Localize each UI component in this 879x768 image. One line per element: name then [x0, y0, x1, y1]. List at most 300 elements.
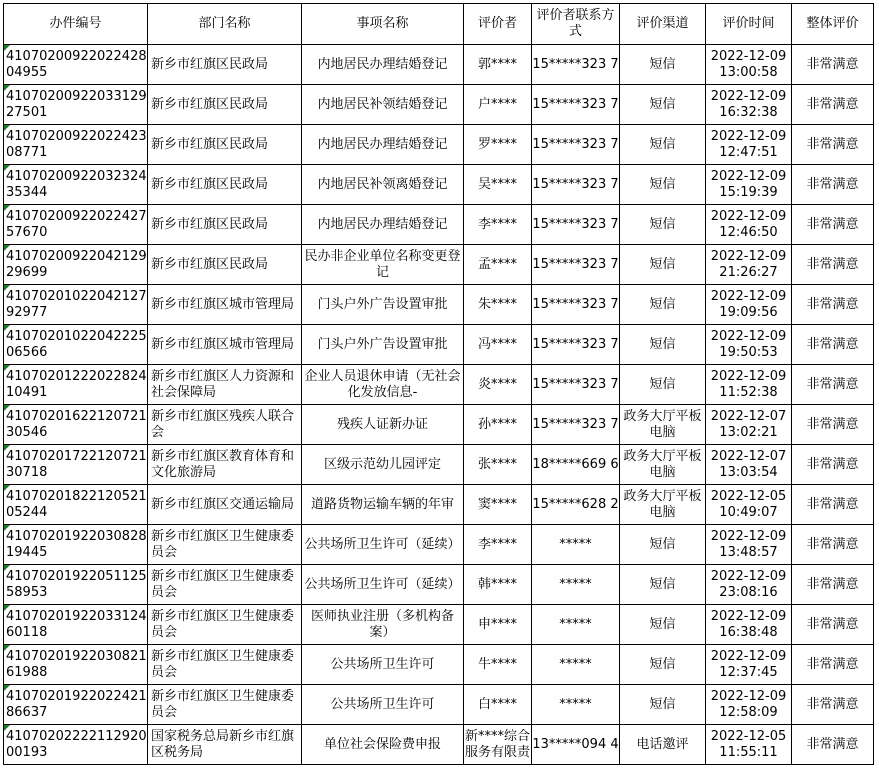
- cell-contact: [532, 725, 620, 765]
- cell-item: [302, 485, 464, 525]
- cell-dept: [148, 725, 302, 765]
- cell-rating-text: 非常满意: [806, 496, 859, 512]
- cell-contact: [532, 285, 620, 325]
- table-row: [4, 205, 874, 245]
- cell-item: [302, 605, 464, 645]
- cell-item-text: 医师执业注册（多机构备案）: [310, 608, 454, 640]
- cell-time: [706, 205, 792, 245]
- cell-dept-text: 新乡市红旗区民政局: [151, 176, 269, 192]
- cell-item-text: 企业人员退休申请（无社会化发放信息-: [304, 368, 461, 400]
- cell-id-text: 41070200922033129 27501: [6, 88, 147, 120]
- cell-contact: [532, 525, 620, 565]
- cell-person: [464, 685, 532, 725]
- cell-person-text: 孙****: [477, 416, 517, 432]
- cell-id-text: 41070201922051125 58953: [6, 568, 147, 600]
- cell-dept: [148, 605, 302, 645]
- cell-person-text: 郭****: [477, 56, 517, 72]
- cell-id: [4, 565, 148, 605]
- cell-contact-text: 15*****323 7: [532, 216, 619, 232]
- cell-person-text: 吴****: [477, 176, 517, 192]
- cell-item-text: 内地居民办理结婚登记: [317, 136, 448, 152]
- cell-time: [706, 725, 792, 765]
- cell-dept-text: 新乡市红旗区城市管理局: [151, 336, 295, 352]
- table-row: [4, 565, 874, 605]
- cell-rating: [792, 85, 874, 125]
- cell-dept-text: 新乡市红旗区交通运输局: [151, 496, 295, 512]
- cell-time: [706, 525, 792, 565]
- cell-person-text: 孟****: [477, 256, 517, 272]
- cell-contact-text: *****: [559, 656, 592, 672]
- cell-channel: [620, 125, 706, 165]
- table-row: [4, 445, 874, 485]
- cell-channel-text: 短信: [649, 296, 676, 312]
- cell-item: [302, 365, 464, 405]
- cell-contact-text: 15*****323 7: [532, 136, 619, 152]
- cell-id: [4, 205, 148, 245]
- cell-item: [302, 525, 464, 565]
- table-row: [4, 685, 874, 725]
- cell-contact: [532, 445, 620, 485]
- cell-time-text: 2022-12-09 19:50:53: [710, 328, 787, 360]
- cell-dept-text: 新乡市红旗区残疾人联合会: [151, 408, 295, 440]
- cell-item: [302, 165, 464, 205]
- cell-time-text: 2022-12-09 19:09:56: [710, 288, 787, 320]
- cell-channel-text: 短信: [649, 56, 676, 72]
- cell-rating-text: 非常满意: [806, 56, 859, 72]
- cell-contact-text: *****: [559, 696, 592, 712]
- cell-person: [464, 725, 532, 765]
- cell-person-text: 炎****: [477, 376, 517, 392]
- cell-id-text: 41070201922022421 86637: [6, 688, 147, 720]
- header-row: [4, 4, 874, 45]
- cell-channel: [620, 365, 706, 405]
- header-dept: 部门名称: [148, 4, 302, 45]
- cell-contact: [532, 165, 620, 205]
- cell-rating-text: 非常满意: [806, 696, 859, 712]
- cell-time: [706, 85, 792, 125]
- cell-dept: [148, 125, 302, 165]
- cell-person-text: 罗****: [477, 136, 517, 152]
- cell-time: [706, 685, 792, 725]
- cell-id: [4, 605, 148, 645]
- cell-rating: [792, 685, 874, 725]
- cell-rating: [792, 645, 874, 685]
- cell-id-text: 41070201722120721 30718: [6, 448, 147, 480]
- cell-rating-text: 非常满意: [806, 176, 859, 192]
- cell-rating-text: 非常满意: [806, 576, 859, 592]
- table-row: [4, 485, 874, 525]
- cell-contact-text: *****: [559, 576, 592, 592]
- cell-rating-text: 非常满意: [806, 736, 859, 752]
- cell-time: [706, 45, 792, 85]
- cell-item-text: 内地居民补领结婚登记: [317, 96, 448, 112]
- cell-id: [4, 285, 148, 325]
- cell-channel-text: 短信: [649, 336, 676, 352]
- cell-rating: [792, 445, 874, 485]
- cell-person-text: 窦****: [477, 496, 517, 512]
- cell-dept: [148, 165, 302, 205]
- cell-person: [464, 325, 532, 365]
- cell-time-text: 2022-12-09 15:19:39: [710, 168, 787, 200]
- cell-channel-text: 短信: [649, 216, 676, 232]
- cell-time-text: 2022-12-09 12:46:50: [710, 208, 787, 240]
- cell-dept: [148, 685, 302, 725]
- cell-time: [706, 485, 792, 525]
- cell-item: [302, 205, 464, 245]
- table-row: [4, 85, 874, 125]
- cell-contact-text: 15*****323 7: [532, 376, 619, 392]
- cell-time: [706, 165, 792, 205]
- cell-time: [706, 605, 792, 645]
- cell-person: [464, 365, 532, 405]
- cell-person-text: 牛****: [477, 656, 517, 672]
- cell-channel-text: 政务大厅平板电脑: [623, 488, 702, 520]
- cell-dept: [148, 245, 302, 285]
- cell-person-text: 韩****: [477, 576, 517, 592]
- cell-contact-text: *****: [559, 616, 592, 632]
- cell-channel-text: 短信: [649, 576, 676, 592]
- cell-rating-text: 非常满意: [806, 376, 859, 392]
- cell-rating: [792, 165, 874, 205]
- cell-dept: [148, 45, 302, 85]
- cell-contact: [532, 45, 620, 85]
- cell-rating-text: 非常满意: [806, 416, 859, 432]
- cell-dept-text: 新乡市红旗区卫生健康委员会: [151, 568, 295, 600]
- cell-dept-text: 新乡市红旗区民政局: [151, 216, 269, 232]
- table-row: [4, 125, 874, 165]
- cell-item: [302, 685, 464, 725]
- cell-time-text: 2022-12-09 16:32:38: [710, 88, 787, 120]
- header-contact: 评价者联系方式: [532, 4, 620, 45]
- cell-id: [4, 525, 148, 565]
- cell-id: [4, 405, 148, 445]
- cell-rating: [792, 565, 874, 605]
- cell-dept: [148, 645, 302, 685]
- cell-person-text: 白****: [477, 696, 517, 712]
- cell-rating-text: 非常满意: [806, 256, 859, 272]
- cell-rating: [792, 125, 874, 165]
- cell-person-text: 申****: [477, 616, 517, 632]
- cell-person-text: 新****综合服务有限责: [464, 728, 530, 760]
- cell-channel: [620, 165, 706, 205]
- cell-dept-text: 国家税务总局新乡市红旗区税务局: [151, 728, 295, 760]
- cell-time-text: 2022-12-09 21:26:27: [710, 248, 787, 280]
- table-row: [4, 285, 874, 325]
- cell-contact: [532, 485, 620, 525]
- cell-item: [302, 85, 464, 125]
- cell-item: [302, 325, 464, 365]
- cell-person-text: 户****: [477, 96, 517, 112]
- cell-channel: [620, 525, 706, 565]
- table-row: [4, 405, 874, 445]
- cell-dept-text: 新乡市红旗区民政局: [151, 256, 269, 272]
- cell-channel-text: 短信: [649, 256, 676, 272]
- cell-channel: [620, 45, 706, 85]
- cell-item: [302, 565, 464, 605]
- cell-id-text: 41070201922030828 19445: [6, 528, 147, 560]
- cell-dept-text: 新乡市红旗区卫生健康委员会: [151, 688, 295, 720]
- cell-dept: [148, 405, 302, 445]
- cell-id-text: 41070201022042127 92977: [6, 288, 147, 320]
- cell-channel: [620, 85, 706, 125]
- table-row: [4, 605, 874, 645]
- cell-dept-text: 新乡市红旗区教育体育和文化旅游局: [151, 448, 295, 480]
- cell-person: [464, 485, 532, 525]
- table-row: [4, 725, 874, 765]
- cell-item-text: 民办非企业单位名称变更登记: [304, 248, 461, 280]
- cell-id: [4, 245, 148, 285]
- cell-dept: [148, 485, 302, 525]
- table-row: [4, 525, 874, 565]
- cell-person: [464, 85, 532, 125]
- cell-time-text: 2022-12-05 10:49:07: [710, 488, 787, 520]
- cell-id: [4, 685, 148, 725]
- evaluation-table: [3, 3, 874, 765]
- cell-time: [706, 365, 792, 405]
- cell-channel: [620, 485, 706, 525]
- cell-person-text: 冯****: [477, 336, 517, 352]
- cell-person: [464, 45, 532, 85]
- cell-item-text: 单位社会保险费申报: [323, 736, 441, 752]
- cell-channel: [620, 725, 706, 765]
- table-row: [4, 245, 874, 285]
- cell-id: [4, 165, 148, 205]
- cell-time: [706, 125, 792, 165]
- cell-person: [464, 405, 532, 445]
- cell-dept-text: 新乡市红旗区城市管理局: [151, 296, 295, 312]
- header-channel: 评价渠道: [620, 4, 706, 45]
- cell-time: [706, 565, 792, 605]
- cell-person-text: 李****: [477, 536, 517, 552]
- cell-item: [302, 405, 464, 445]
- cell-time-text: 2022-12-09 12:37:45: [710, 648, 787, 680]
- cell-person: [464, 605, 532, 645]
- cell-contact-text: 15*****323 7: [532, 256, 619, 272]
- cell-time-text: 2022-12-09 23:08:16: [710, 568, 787, 600]
- cell-person-text: 张****: [477, 456, 517, 472]
- cell-rating: [792, 45, 874, 85]
- cell-channel-text: 短信: [649, 536, 676, 552]
- cell-person: [464, 245, 532, 285]
- cell-time-text: 2022-12-07 13:03:54: [710, 448, 787, 480]
- cell-dept: [148, 565, 302, 605]
- cell-item: [302, 125, 464, 165]
- cell-contact: [532, 205, 620, 245]
- cell-id: [4, 125, 148, 165]
- cell-item-text: 道路货物运输车辆的年审: [310, 496, 454, 512]
- cell-time-text: 2022-12-09 13:00:58: [710, 48, 787, 80]
- cell-channel-text: 短信: [649, 656, 676, 672]
- cell-rating: [792, 405, 874, 445]
- cell-channel: [620, 205, 706, 245]
- cell-contact-text: 13*****094 4: [532, 736, 619, 752]
- cell-id: [4, 725, 148, 765]
- cell-rating-text: 非常满意: [806, 536, 859, 552]
- cell-channel: [620, 445, 706, 485]
- cell-rating: [792, 245, 874, 285]
- cell-dept: [148, 365, 302, 405]
- header-id: 办件编号: [4, 4, 148, 45]
- header-person: 评价者: [464, 4, 532, 45]
- cell-dept: [148, 285, 302, 325]
- cell-dept-text: 新乡市红旗区卫生健康委员会: [151, 608, 295, 640]
- cell-item-text: 内地居民办理结婚登记: [317, 56, 448, 72]
- cell-channel-text: 短信: [649, 696, 676, 712]
- header-item: 事项名称: [302, 4, 464, 45]
- cell-person: [464, 525, 532, 565]
- cell-id: [4, 485, 148, 525]
- cell-contact: [532, 405, 620, 445]
- cell-channel-text: 短信: [649, 616, 676, 632]
- cell-time-text: 2022-12-07 13:02:21: [710, 408, 787, 440]
- table-row: [4, 645, 874, 685]
- cell-contact-text: 18*****669 6: [532, 456, 619, 472]
- cell-item-text: 公共场所卫生许可: [330, 656, 435, 672]
- cell-rating: [792, 365, 874, 405]
- cell-person: [464, 565, 532, 605]
- cell-dept: [148, 85, 302, 125]
- cell-dept-text: 新乡市红旗区民政局: [151, 136, 269, 152]
- cell-rating-text: 非常满意: [806, 656, 859, 672]
- cell-id-text: 41070201922033124 60118: [6, 608, 147, 640]
- cell-channel: [620, 245, 706, 285]
- cell-item: [302, 725, 464, 765]
- cell-id-text: 41070200922022428 04955: [6, 48, 147, 80]
- cell-dept: [148, 525, 302, 565]
- cell-time: [706, 645, 792, 685]
- cell-item: [302, 645, 464, 685]
- table-row: [4, 365, 874, 405]
- cell-dept: [148, 205, 302, 245]
- cell-person: [464, 165, 532, 205]
- table-row: [4, 45, 874, 85]
- cell-id-text: 41070201222022824 10491: [6, 368, 147, 400]
- cell-contact: [532, 365, 620, 405]
- cell-time: [706, 285, 792, 325]
- cell-contact: [532, 85, 620, 125]
- table-row: [4, 325, 874, 365]
- cell-channel: [620, 605, 706, 645]
- cell-contact-text: 15*****323 7: [532, 56, 619, 72]
- cell-person: [464, 125, 532, 165]
- cell-id: [4, 445, 148, 485]
- cell-time-text: 2022-12-05 11:55:11: [710, 728, 787, 760]
- cell-id-text: 41070200922022423 08771: [6, 128, 147, 160]
- cell-person: [464, 445, 532, 485]
- cell-id-text: 41070201822120521 05244: [6, 488, 147, 520]
- cell-person: [464, 205, 532, 245]
- cell-contact-text: 15*****628 2: [532, 496, 619, 512]
- cell-item-text: 内地居民补领离婚登记: [317, 176, 448, 192]
- cell-contact-text: 15*****323 7: [532, 176, 619, 192]
- cell-time: [706, 445, 792, 485]
- cell-id-text: 41070202222112920 00193: [6, 728, 147, 760]
- cell-person: [464, 285, 532, 325]
- cell-channel: [620, 645, 706, 685]
- cell-channel: [620, 405, 706, 445]
- cell-item-text: 残疾人证新办证: [336, 416, 428, 432]
- table-row: [4, 165, 874, 205]
- cell-contact: [532, 565, 620, 605]
- cell-rating: [792, 605, 874, 645]
- cell-rating-text: 非常满意: [806, 96, 859, 112]
- cell-item-text: 公共场所卫生许可（延续）: [304, 536, 461, 552]
- cell-id-text: 41070201922030821 61988: [6, 648, 147, 680]
- cell-item-text: 门头户外广告设置审批: [317, 336, 448, 352]
- cell-id: [4, 45, 148, 85]
- cell-contact: [532, 245, 620, 285]
- cell-rating: [792, 205, 874, 245]
- cell-rating: [792, 525, 874, 565]
- cell-contact: [532, 605, 620, 645]
- cell-contact-text: 15*****323 7: [532, 96, 619, 112]
- cell-rating-text: 非常满意: [806, 456, 859, 472]
- cell-rating-text: 非常满意: [806, 296, 859, 312]
- cell-time-text: 2022-12-09 11:52:38: [710, 368, 787, 400]
- cell-channel: [620, 685, 706, 725]
- cell-contact: [532, 685, 620, 725]
- cell-item: [302, 245, 464, 285]
- cell-id-text: 41070200922022427 57670: [6, 208, 147, 240]
- cell-rating-text: 非常满意: [806, 136, 859, 152]
- cell-rating-text: 非常满意: [806, 616, 859, 632]
- cell-id: [4, 325, 148, 365]
- cell-contact: [532, 645, 620, 685]
- cell-id: [4, 85, 148, 125]
- cell-channel: [620, 565, 706, 605]
- cell-channel-text: 短信: [649, 176, 676, 192]
- cell-contact-text: 15*****323 7: [532, 336, 619, 352]
- cell-channel: [620, 285, 706, 325]
- cell-channel: [620, 325, 706, 365]
- cell-time: [706, 405, 792, 445]
- cell-dept: [148, 325, 302, 365]
- cell-person: [464, 645, 532, 685]
- cell-rating: [792, 725, 874, 765]
- cell-item: [302, 285, 464, 325]
- cell-contact-text: 15*****323 7: [532, 296, 619, 312]
- cell-rating: [792, 285, 874, 325]
- cell-contact-text: 15*****323 7: [532, 416, 619, 432]
- cell-dept-text: 新乡市红旗区民政局: [151, 56, 269, 72]
- header-rating: 整体评价: [792, 4, 874, 45]
- cell-dept-text: 新乡市红旗区卫生健康委员会: [151, 648, 295, 680]
- cell-id-text: 41070201622120721 30546: [6, 408, 147, 440]
- cell-time-text: 2022-12-09 13:48:57: [710, 528, 787, 560]
- cell-item-text: 内地居民办理结婚登记: [317, 216, 448, 232]
- cell-item-text: 公共场所卫生许可: [330, 696, 435, 712]
- cell-dept-text: 新乡市红旗区卫生健康委员会: [151, 528, 295, 560]
- cell-rating: [792, 485, 874, 525]
- cell-contact: [532, 125, 620, 165]
- cell-id-text: 41070201022042225 06566: [6, 328, 147, 360]
- cell-rating-text: 非常满意: [806, 336, 859, 352]
- cell-id-text: 41070200922042129 29699: [6, 248, 147, 280]
- cell-channel-text: 短信: [649, 136, 676, 152]
- cell-dept: [148, 445, 302, 485]
- cell-id: [4, 645, 148, 685]
- cell-time: [706, 325, 792, 365]
- header-time: 评价时间: [706, 4, 792, 45]
- cell-channel-text: 政务大厅平板电脑: [623, 408, 702, 440]
- cell-item-text: 公共场所卫生许可（延续）: [304, 576, 461, 592]
- cell-rating: [792, 325, 874, 365]
- cell-dept-text: 新乡市红旗区人力资源和社会保障局: [151, 368, 295, 400]
- cell-item: [302, 445, 464, 485]
- cell-time-text: 2022-12-09 12:47:51: [710, 128, 787, 160]
- cell-contact: [532, 325, 620, 365]
- cell-time-text: 2022-12-09 16:38:48: [710, 608, 787, 640]
